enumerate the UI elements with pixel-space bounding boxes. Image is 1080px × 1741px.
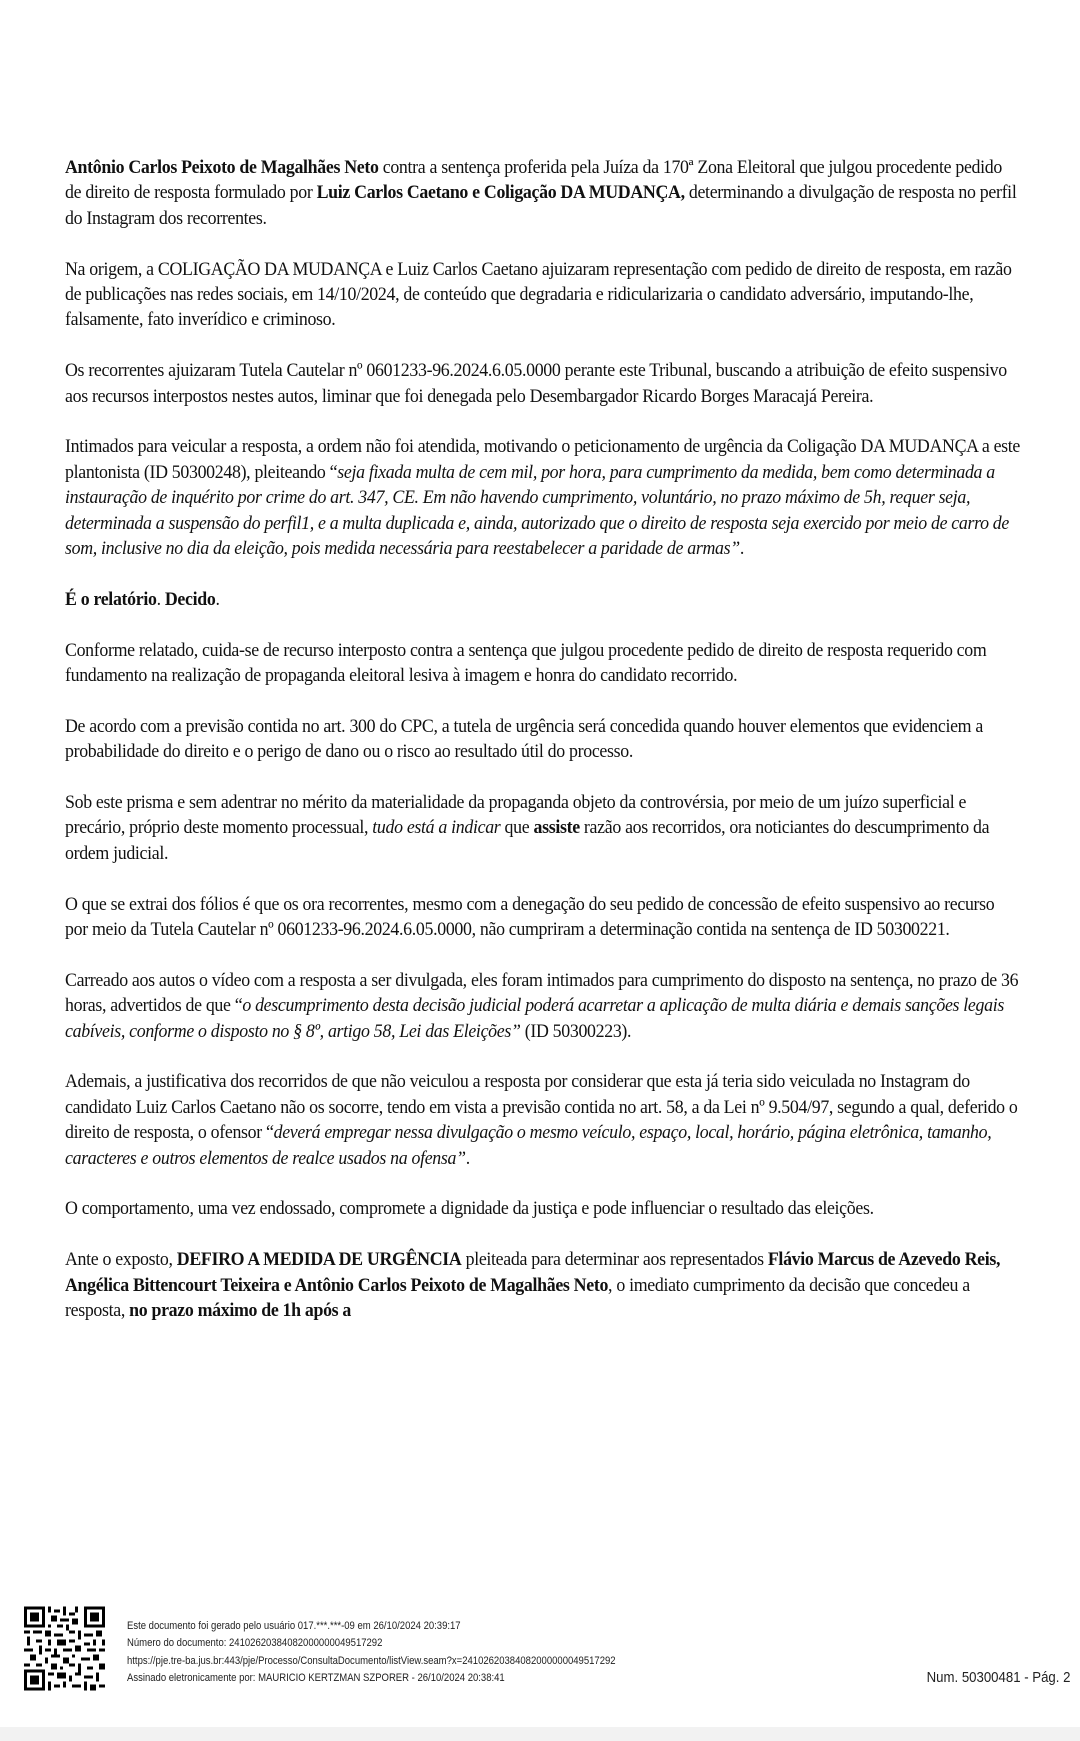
document-number-line: Número do documento: 24102620384082000000049517292: [127, 1637, 383, 1650]
paragraph-dispositivo: [65, 1247, 1020, 1323]
paragraph-folios: O que se extrai dos fólios é que os ora recorrentes, mesmo com a denegação do seu pedido de concessão de efeito suspensivo ao recurso por meio da Tutela Cautelar nº 0601233-96.2024.6.05.0000, não cumpriram a determinação contida na sentença de ID 50300221.: [65, 893, 995, 941]
emphasis-text: assiste: [533, 817, 580, 839]
paragraph-text: pleiteada para determinar aos representados: [461, 1249, 768, 1271]
page-number: Num. 50300481 - Pág. 2: [926, 1669, 1070, 1686]
paragraph-ademais: [65, 1069, 1020, 1171]
paragraph-text: .: [156, 588, 165, 610]
paragraph-relatorio: [65, 587, 1020, 612]
paragraph-text: (ID 50300223).: [520, 1020, 632, 1042]
ruling-text: DEFIRO A MEDIDA DE URGÊNCIA: [176, 1249, 462, 1271]
paragraph-intro: [65, 155, 1020, 231]
quoted-law: deverá empregar nessa divulgação o mesmo veículo, espaço, local, horário, página eletrônica, tamanho, caracteres e outros elementos de realce usados na ofensa”: [65, 1122, 992, 1169]
paragraph-text: Ademais, a justificativa dos recorridos de que não veiculou a resposta por considerar que esta já teria sido veiculada no Instagram do candidato Luiz Carlos Caetano não os socorre, tendo em vista a previsão contida no art. 58, a da Lei nº 9.504/97, segundo a qual, deferido o direito de resposta, o ofensor “: [65, 1071, 1018, 1144]
paragraph-origin: Na origem, a COLIGAÇÃO DA MUDANÇA e Luiz Carlos Caetano ajuizaram representação com pedido de direito de resposta, em razão de publicações nas redes sociais, em 14/10/2024, de conteúdo que degradaria e ridicularizaria o candidato adversário, imputando-lhe, falsamente, fato inverídico e criminoso.: [65, 258, 1012, 331]
signature-metadata: [127, 1618, 616, 1687]
party-name: Luiz Carlos Caetano e Coligação DA MUDANÇA,: [316, 182, 685, 204]
paragraph-text: que: [500, 817, 534, 839]
qr-code-icon: [24, 1606, 105, 1691]
decido-heading: Decido: [164, 588, 216, 610]
paragraph-comportamento: O comportamento, uma vez endossado, compromete a dignidade da justiça e pode influenciar o resultado das eleições.: [65, 1198, 874, 1220]
paragraph-text: razão aos recorridos, ora noticiantes do descumprimento da ordem judicial.: [65, 817, 990, 864]
paragraph-cpc: De acordo com a previsão contida no art. 300 do CPC, a tutela de urgência será concedida quando houver elementos que evidenciem a probabilidade do direito e o perigo de dano ou o risco ao resultado útil do processo.: [65, 715, 983, 763]
paragraph-text: determinando a divulgação de resposta no perfil do Instagram dos recorrentes.: [65, 182, 1017, 229]
paragraph-tutela: Os recorrentes ajuizaram Tutela Cautelar nº 0601233-96.2024.6.05.0000 perante este Tribunal, buscando a atribuição de efeito suspensivo aos recursos interpostos nestes autos, liminar que foi denegada pelo Desembargador Ricardo Borges Maracajá Pereira.: [65, 360, 1007, 407]
generated-by-line: Este documento foi gerado pelo usuário 017.***.***-09 em 26/10/2024 20:39:17: [127, 1620, 461, 1632]
paragraph-prisma: [65, 790, 1020, 866]
paragraph-text: Intimados para veicular a resposta, a ordem não foi atendida, motivando o peticionamento de urgência da Coligação DA MUDANÇA a este plantonista (ID 50300248), pleiteando “: [65, 436, 1021, 483]
paragraph-text: .: [739, 538, 744, 560]
paragraph-text: Sob este prisma e sem adentrar no mérito da materialidade da propaganda objeto da controvérsia, por meio de um juízo superficial e precário, próprio deste momento processual,: [65, 792, 967, 839]
document-body: [65, 155, 1021, 1349]
paragraph-text: .: [465, 1147, 470, 1169]
viewer-bottom-bar: [0, 1727, 1080, 1741]
party-name: Antônio Carlos Peixoto de Magalhães Neto: [65, 157, 379, 178]
relatorio-heading: É o relatório: [65, 588, 157, 610]
quoted-request: seja fixada multa de cem mil, por hora, para cumprimento da medida, bem como determinada a instauração de inquérito por crime do art. 347, CE. Em não havendo cumprimento, voluntário, no prazo máximo de 5h, requer seja, determinada a suspensão do perfil1, e a multa duplicada e, ainda, autorizado que o direito de resposta seja exercido por meio de carro de som, inclusive no dia da eleição, pois medida necessária para reestabelecer a paridade de armas”: [65, 461, 1009, 560]
paragraph-text: .: [215, 588, 220, 610]
paragraph-intimados: [65, 434, 1020, 561]
party-names: Flávio Marcus de Azevedo Reis, Angélica Bittencourt Teixeira e Antônio Carlos Peixoto de Magalhães Neto: [65, 1249, 1001, 1296]
quoted-warning: o descumprimento desta decisão judicial poderá acarretar a aplicação de multa diária e demais sanções legais cabíveis, conforme o disposto no § 8º, artigo 58, Lei das Eleições”: [65, 995, 1004, 1042]
paragraph-text: , o imediato cumprimento da decisão que concedeu a resposta,: [65, 1274, 970, 1322]
paragraph-text: Ante o exposto,: [65, 1249, 177, 1271]
signed-by-line: Assinado eletronicamente por: MAURICIO KERTZMAN SZPORER - 26/10/2024 20:38:41: [127, 1671, 505, 1684]
document-url-link[interactable]: https://pje.tre-ba.jus.br:443/pje/Processo/ConsultaDocumento/listView.seam?x=24102620384082000000049517292: [127, 1654, 616, 1667]
deadline-text: no prazo máximo de 1h após a: [129, 1300, 352, 1322]
paragraph-text: Carreado aos autos o vídeo com a resposta a ser divulgada, eles foram intimados para cumprimento do disposto na sentença, no prazo de 36 horas, advertidos de que “: [65, 969, 1019, 1017]
paragraph-carreado: [65, 968, 1020, 1044]
paragraph-conforme: Conforme relatado, cuida-se de recurso interposto contra a sentença que julgou procedente pedido de direito de resposta requerido com fundamento na realização de propaganda eleitoral lesiva à imagem e honra do candidato recorrido.: [65, 639, 987, 687]
paragraph-text: contra a sentença proferida pela Juíza da 170ª Zona Eleitoral que julgou procedente pedido de direito de resposta formulado por: [65, 157, 1002, 204]
emphasis-text: tudo está a indicar: [372, 817, 501, 839]
